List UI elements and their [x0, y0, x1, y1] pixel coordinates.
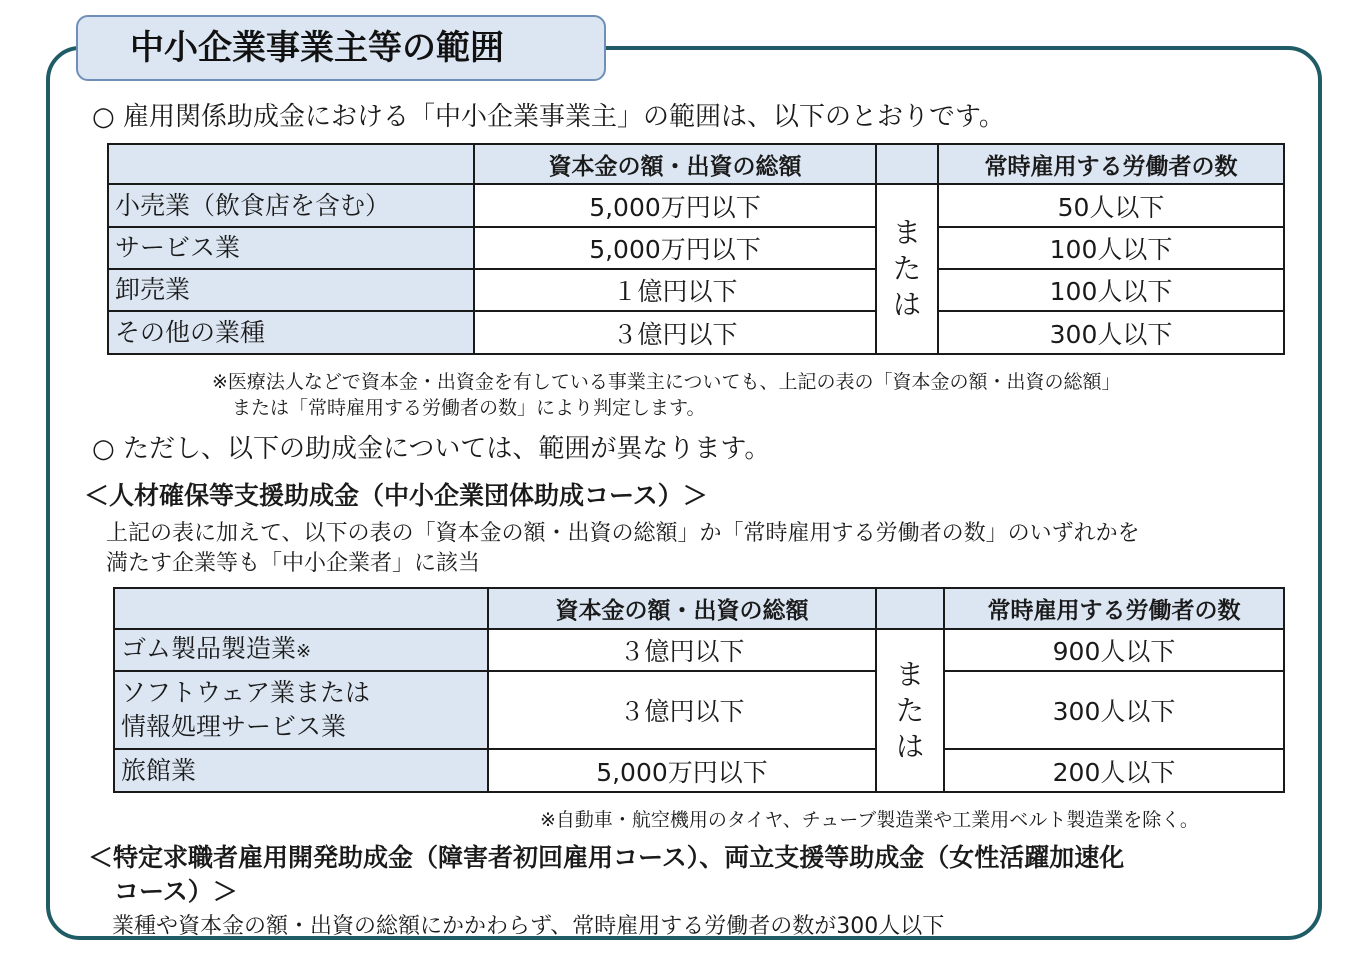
industry-name: ゴム製品製造業	[121, 633, 297, 663]
table-row	[108, 269, 1284, 311]
industry-note-mark: ※	[296, 640, 312, 662]
sme-range-table	[107, 143, 1285, 355]
industry-cell	[114, 671, 488, 749]
table-row	[108, 311, 1284, 354]
capital-cell: １億円以下	[474, 269, 876, 311]
or-char: た	[895, 693, 924, 727]
industry-name-line: ソフトウェア業または	[121, 678, 371, 707]
or-char: ま	[892, 216, 921, 249]
workers-cell: 300人以下	[938, 311, 1284, 354]
header-capital: 資本金の額・出資の総額	[474, 144, 876, 184]
industry-name-line: 情報処理サービス業	[121, 712, 347, 741]
section-heading: ＜人材確保等支援助成金（中小企業団体助成コース）＞	[84, 481, 708, 510]
section-heading: ＜特定求職者雇用開発助成金（障害者初回雇用コース）、両立支援等助成金（女性活躍加速化	[88, 843, 1125, 872]
table-row	[114, 629, 1284, 671]
header-empty	[114, 588, 488, 629]
or-char: ま	[895, 657, 924, 691]
capital-cell: 5,000万円以下	[474, 184, 876, 227]
exception-table	[113, 587, 1285, 793]
workers-cell: 900人以下	[944, 629, 1284, 671]
or-cell	[876, 629, 944, 792]
capital-cell: ３億円以下	[474, 311, 876, 354]
header-or-empty	[876, 588, 944, 629]
industry-cell: その他の業種	[108, 311, 474, 354]
industry-cell: 小売業（飲食店を含む）	[108, 184, 474, 227]
capital-cell: ３億円以下	[488, 629, 876, 671]
or-cell	[876, 184, 938, 354]
title-box	[76, 15, 606, 81]
workers-cell: 50人以下	[938, 184, 1284, 227]
note-line: または「常時雇用する労働者の数」により判定します。	[232, 397, 706, 419]
header-workers: 常時雇用する労働者の数	[944, 588, 1284, 629]
table-row	[114, 749, 1284, 792]
table-header-row	[114, 588, 1284, 629]
note-line: ※医療法人などで資本金・出資金を有している事業主についても、上記の表の「資本金の額・出資の総額」	[212, 371, 1121, 393]
header-capital: 資本金の額・出資の総額	[488, 588, 876, 629]
industry-cell: 卸売業	[108, 269, 474, 311]
exception-intro: ○ ただし、以下の助成金については、範囲が異なります。	[92, 434, 771, 464]
capital-cell: 5,000万円以下	[474, 227, 876, 269]
header-empty	[108, 144, 474, 184]
section-heading: コース）＞	[114, 877, 238, 906]
capital-cell: 5,000万円以下	[488, 749, 876, 792]
section-text: 業種や資本金の額・出資の総額にかかわらず、常時雇用する労働者の数が300人以下	[112, 914, 945, 939]
or-char: は	[895, 729, 924, 763]
workers-cell: 100人以下	[938, 269, 1284, 311]
capital-cell: ３億円以下	[488, 671, 876, 749]
intro-text: ○ 雇用関係助成金における「中小企業事業主」の範囲は、以下のとおりです。	[92, 102, 1005, 132]
workers-cell: 100人以下	[938, 227, 1284, 269]
table-row	[108, 227, 1284, 269]
header-workers: 常時雇用する労働者の数	[938, 144, 1284, 184]
footnote: ※自動車・航空機用のタイヤ、チューブ製造業や工業用ベルト製造業を除く。	[540, 809, 1199, 831]
table-row	[108, 184, 1284, 227]
header-or-empty	[876, 144, 938, 184]
workers-cell: 300人以下	[944, 671, 1284, 749]
workers-cell: 200人以下	[944, 749, 1284, 792]
section-text: 満たす企業等も「中小企業者」に該当	[106, 551, 481, 576]
or-char: は	[892, 288, 921, 321]
industry-cell: 旅館業	[114, 749, 488, 792]
industry-cell	[114, 629, 488, 671]
section-text: 上記の表に加えて、以下の表の「資本金の額・出資の総額」か「常時雇用する労働者の数」のいずれかを	[106, 521, 1140, 546]
page-title: 中小企業事業主等の範囲	[130, 28, 504, 68]
or-char: た	[892, 252, 921, 285]
table-row	[114, 671, 1284, 749]
industry-cell: サービス業	[108, 227, 474, 269]
table-header-row	[108, 144, 1284, 184]
